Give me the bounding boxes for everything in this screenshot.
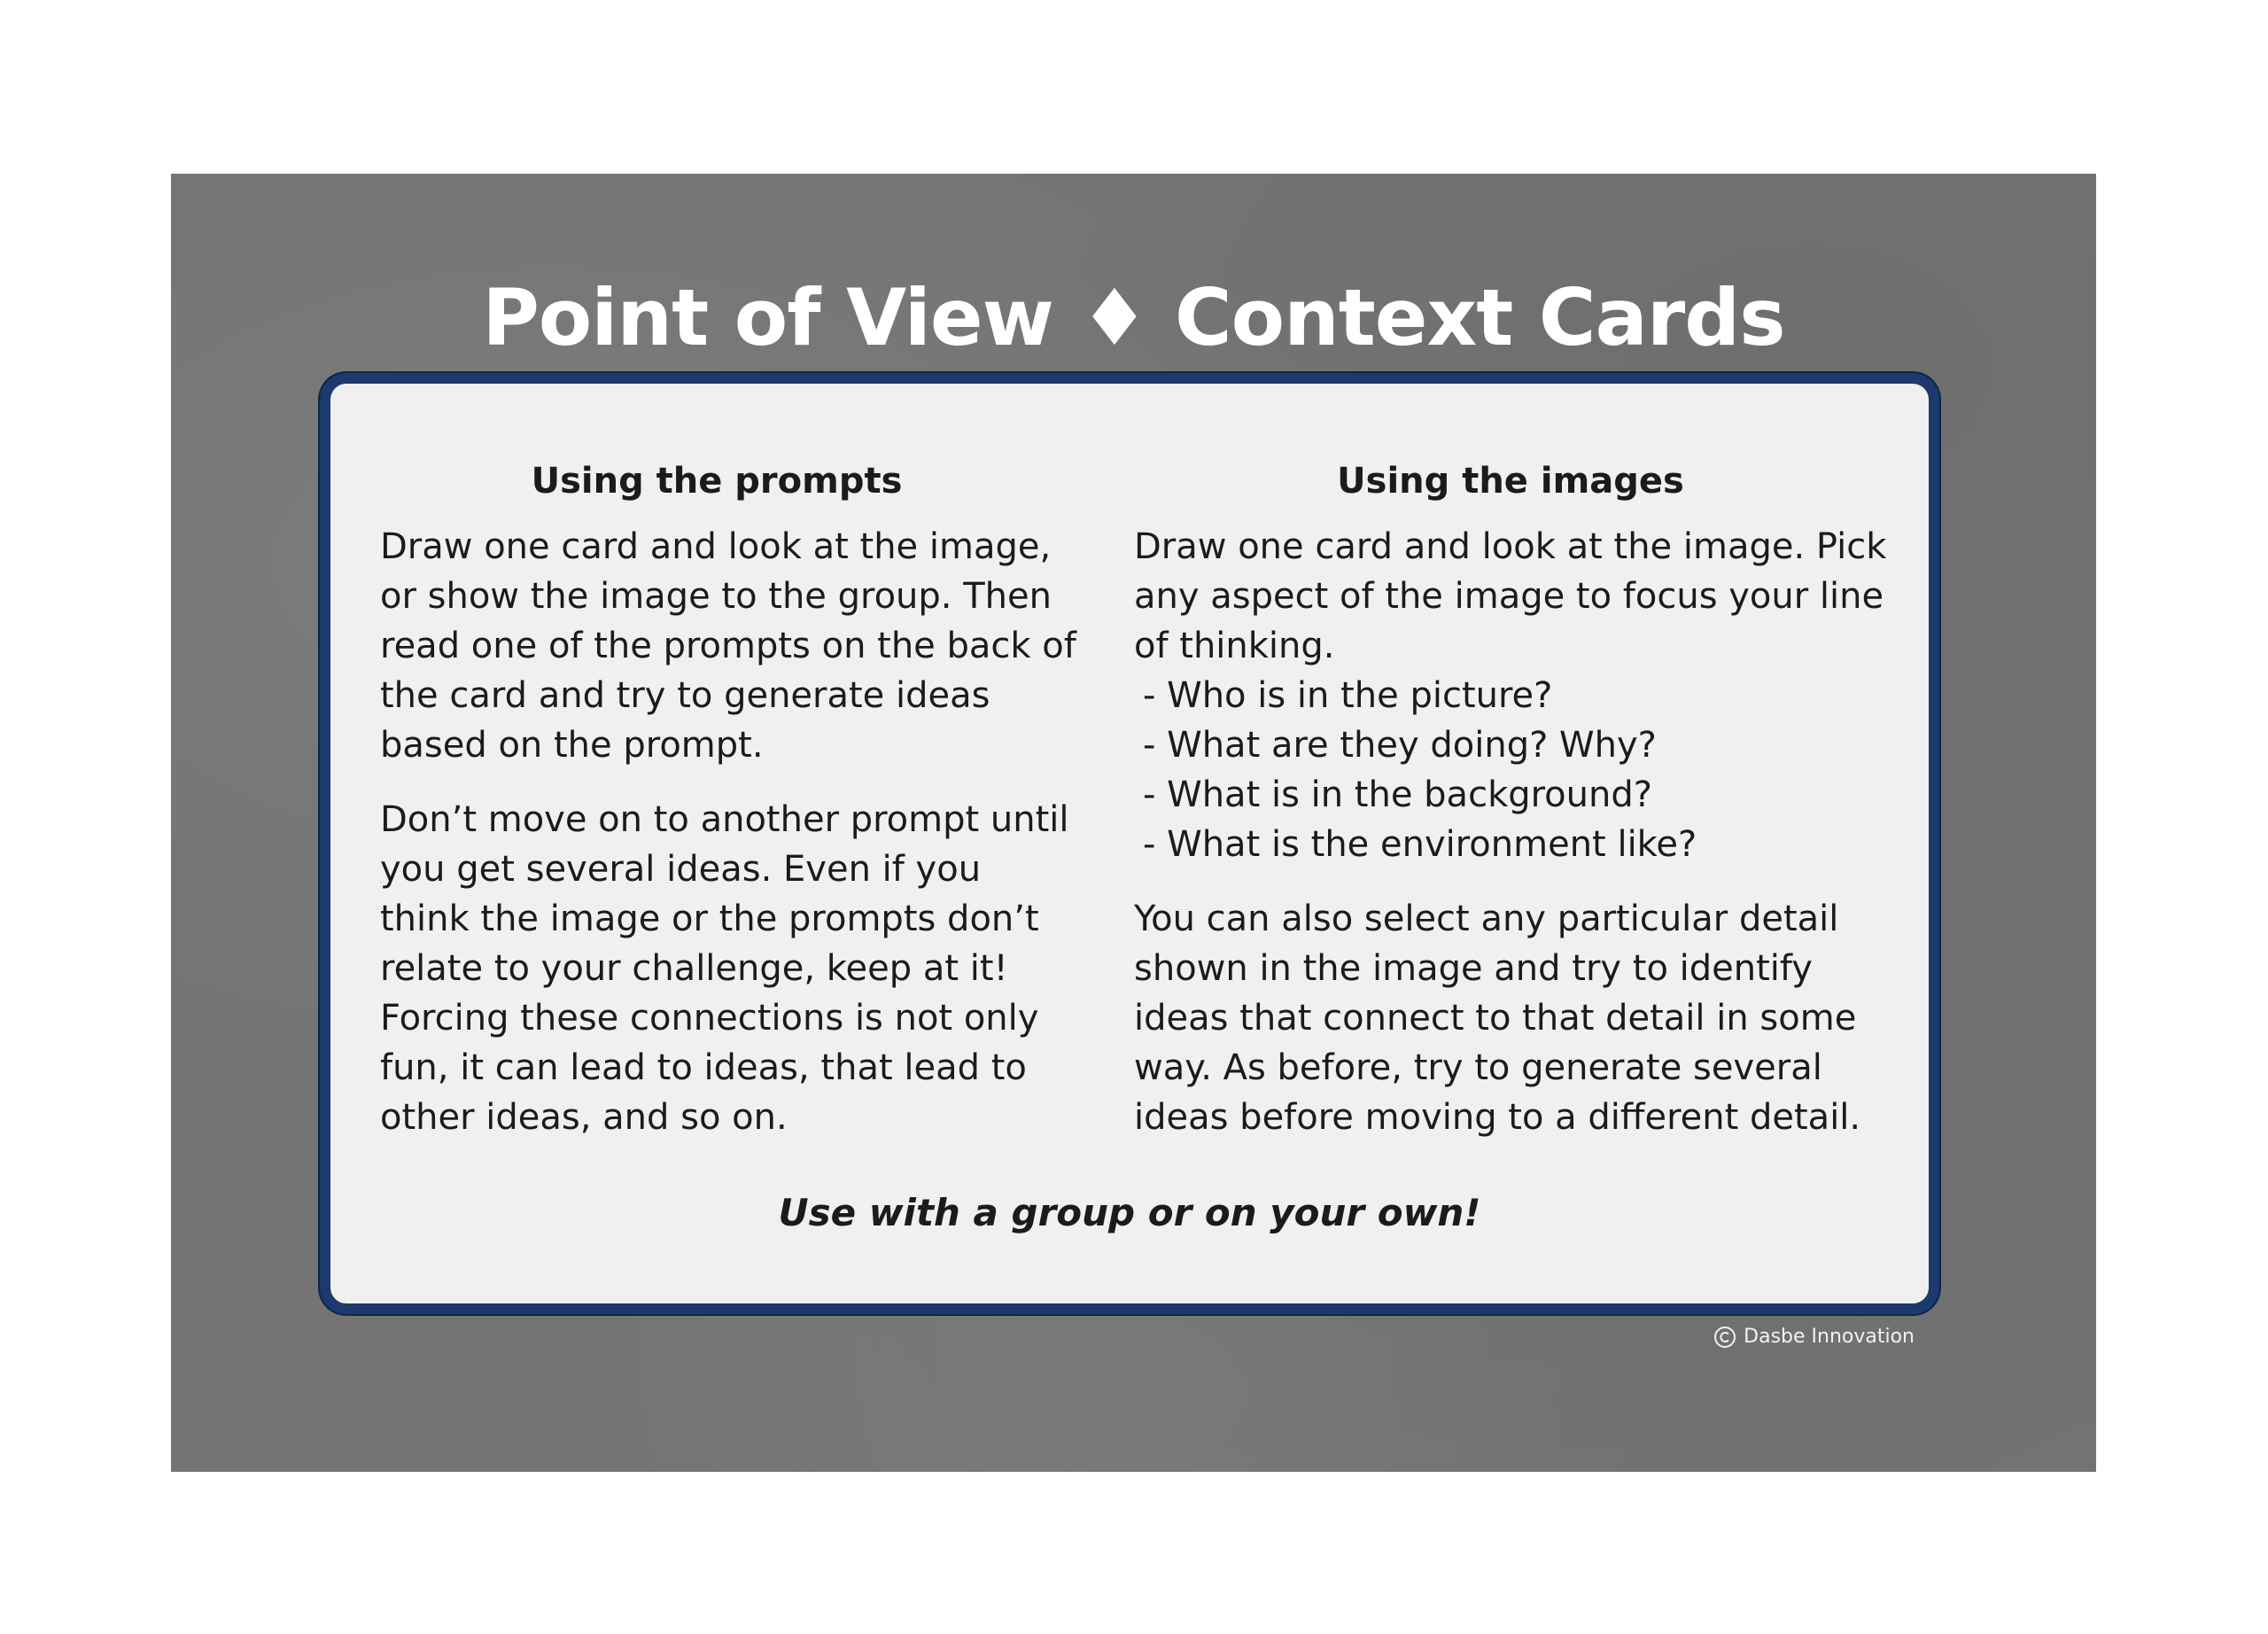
prompts-column xyxy=(380,456,1080,1167)
usage-note: Use with a group or on your own! xyxy=(778,1191,1481,1234)
question-item: - Who is in the picture? xyxy=(1143,675,1553,716)
images-closing: You can also select any particular detail shown in the image and try to identify ideas that connect to that detail in some way. As before, try to generate several ideas before moving to a different detail. xyxy=(1134,899,1861,1138)
copyright-notice xyxy=(1713,1324,1915,1350)
question-item: - What is in the background? xyxy=(1143,774,1652,815)
images-heading: Using the images xyxy=(1337,461,1684,502)
images-column xyxy=(1134,456,1896,1167)
instructions-panel xyxy=(320,373,1939,1314)
question-item: - What is the environment like? xyxy=(1143,824,1697,865)
copyright-text: Dasbe Innovation xyxy=(1744,1326,1915,1348)
prompts-paragraph: Draw one card and look at the image, or show the image to the group. Then read one of the prompts on the back of the card and try to generate ideas based on the prompt. xyxy=(380,526,1076,766)
card-title: Point of View ♦ Context Cards xyxy=(482,272,1785,363)
context-card xyxy=(171,174,2096,1472)
question-item: - What are they doing? Why? xyxy=(1143,725,1657,766)
images-intro: Draw one card and look at the image. Pick any aspect of the image to focus your line of thinking. xyxy=(1134,526,1887,666)
prompts-heading: Using the prompts xyxy=(531,461,903,502)
prompts-paragraph: Don’t move on to another prompt until you get several ideas. Even if you think the image or the prompts don’t relate to your challenge, keep at it! Forcing these connections is not only fun, it can lead to ideas, that lead to other ideas, and so on. xyxy=(380,799,1069,1138)
copyright-icon xyxy=(1713,1326,1736,1349)
question-list xyxy=(1134,671,1896,869)
